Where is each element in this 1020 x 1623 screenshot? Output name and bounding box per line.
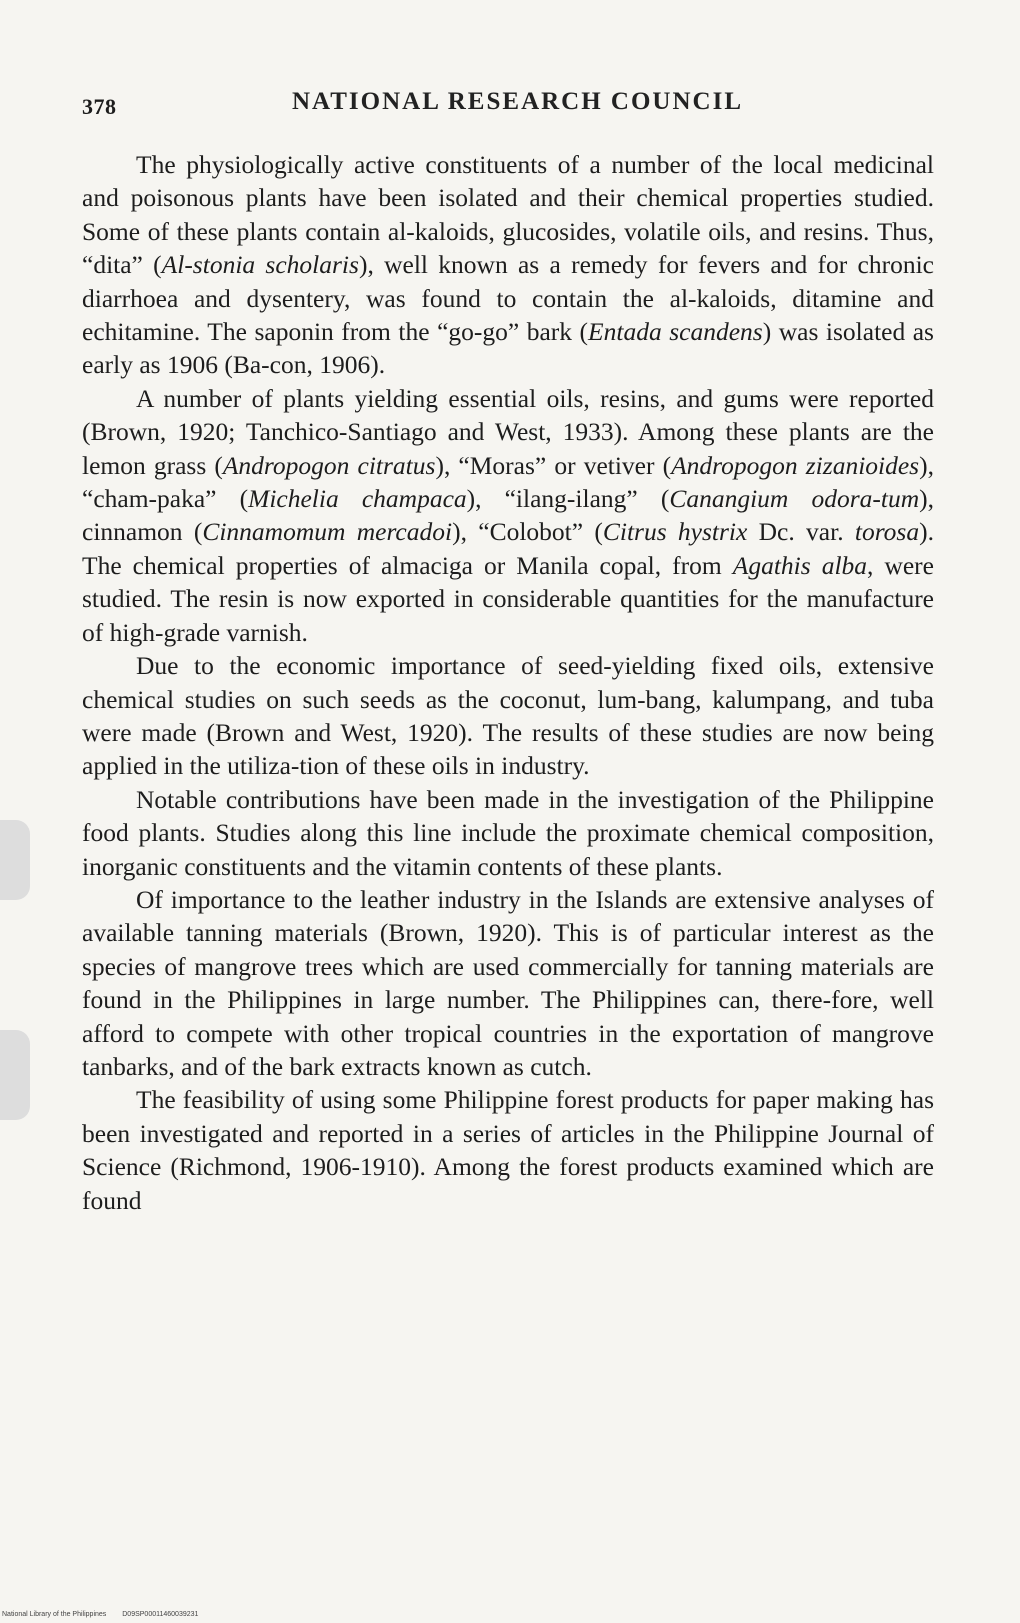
body-text (82, 148, 934, 1217)
footer-code: D09SP00011460039231 (122, 1611, 199, 1618)
binding-shadow (0, 820, 30, 900)
scan-footer (2, 1611, 212, 1618)
text-run: , were studied. The resin is now exported in considerable quantities for the manufacture of high-grade varnish. (82, 550, 934, 647)
scientific-name: Michelia champaca (248, 484, 467, 514)
paragraph (82, 148, 934, 382)
text-run: Due to the economic importance of seed-yielding fixed oils, extensive chemical studies on such seeds as the coconut, lum-bang, kalumpang, and tuba were made (Brown and West, 1920). The results of these studies are now being applied in the utiliza-tion of these oils in industry. (82, 651, 934, 781)
paragraph (82, 783, 934, 883)
paragraph (82, 382, 934, 649)
text-run: ), “ilang-ilang” ( (466, 484, 670, 514)
scientific-name: Agathis alba (732, 550, 868, 580)
paragraph (82, 883, 934, 1083)
text-run: ), “Colobot” ( (452, 517, 603, 547)
page-number: 378 (82, 94, 117, 119)
text-run: Dc. var. (747, 517, 855, 547)
text-run: ), cinnamon ( (82, 484, 934, 547)
text-run: ), “cham-paka” ( (82, 450, 934, 514)
scientific-name: Entada scandens (588, 317, 763, 347)
paragraph (82, 1083, 934, 1217)
paragraph (82, 649, 934, 783)
page-header (82, 86, 922, 126)
text-run: The feasibility of using some Philippine forest products for paper making has been investigated and reported in a series of articles in the Philippine Journal of Science (Richmond, 1906-1910). Among the forest products examined which are found (82, 1085, 934, 1215)
text-run: A number of plants yielding essential oils, resins, and gums were reported (Brown, 1920; Tanchico-Santiago and West, 1933). Among these plants are the lemon grass ( (82, 383, 934, 480)
text-run: Notable contributions have been made in the investigation of the Philippine food plants. Studies along this line include the proximate chemical composition, inorganic constituents and the vitamin contents of these plants. (82, 784, 934, 881)
scientific-name: Andropogon citratus (222, 450, 436, 480)
text-run: Of importance to the leather industry in the Islands are extensive analyses of available tanning materials (Brown, 1920). This is of particular interest as the species of mangrove trees which are used commercially for tanning materials are found in the Philippines in large number. The Philippines can, there-fore, well afford to compete with other tropical countries in the exportation of mangrove tanbarks, and of the bark extracts known as cutch. (82, 884, 934, 1081)
scientific-name: Cinnamomum mercadoi (202, 517, 453, 547)
scientific-name: Al-stonia scholaris (161, 250, 359, 280)
text-run: The physiologically active constituents of a number of the local medicinal and poisonous plants have been isolated and their chemical properties studied. Some of these plants contain al-kaloids, glucosides, volatile oils, and resins. Thus, “dita” ( (82, 150, 934, 280)
scientific-name: Canangium odora-tum (669, 484, 920, 514)
binding-shadow (0, 1030, 30, 1120)
footer-library: National Library of the Philippines (2, 1611, 107, 1618)
scientific-name: Citrus hystrix (602, 517, 748, 547)
text-run: ), well known as a remedy for fevers and for chronic diarrhoea and dysentery, was found to contain the al-kaloids, ditamine and echitamine. The saponin from the “go-go” bark ( (82, 250, 935, 347)
running-head: NATIONAL RESEARCH COUNCIL (292, 88, 743, 115)
text-run: ) was isolated as early as 1906 (Ba-con, 1906). (82, 317, 934, 380)
text-run: ), “Moras” or vetiver ( (435, 450, 672, 480)
text-run: ). The chemical properties of almaciga or Manila copal, from (82, 517, 934, 580)
scientific-name: torosa (854, 517, 920, 547)
scientific-name: Andropogon zizanioides (671, 450, 920, 480)
